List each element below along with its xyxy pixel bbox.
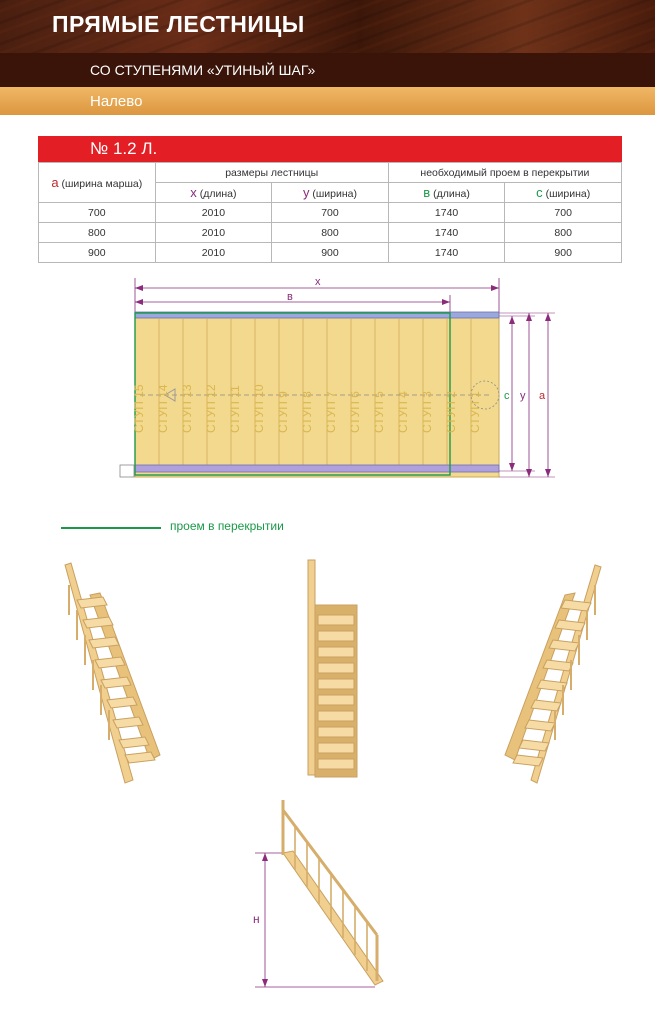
stair-view-right bbox=[495, 555, 610, 785]
header-a: a (ширина марша) bbox=[39, 163, 156, 203]
step-label: СТУП 5 bbox=[372, 391, 386, 433]
section-label: Налево bbox=[90, 93, 143, 110]
dim-b-label: в bbox=[287, 291, 293, 303]
dim-y-label: y bbox=[520, 390, 526, 402]
step-label: СТУП 11 bbox=[228, 385, 242, 433]
page-subtitle: СО СТУПЕНЯМИ «УТИНЫЙ ШАГ» bbox=[90, 62, 316, 78]
header-x: x (длина) bbox=[155, 183, 272, 203]
step-label: СТУП 9 bbox=[276, 391, 290, 433]
table-row: 900 2010 900 1740 900 bbox=[39, 243, 622, 263]
step-label: СТУП 6 bbox=[348, 391, 362, 433]
dim-a-label: a bbox=[539, 390, 546, 402]
step-label: СТУП 8 bbox=[300, 391, 314, 433]
table-row: 700 2010 700 1740 700 bbox=[39, 203, 622, 223]
step-label: СТУП 7 bbox=[324, 391, 338, 433]
dim-x-label: x bbox=[315, 276, 321, 288]
page-title: ПРЯМЫЕ ЛЕСТНИЦЫ bbox=[52, 11, 305, 37]
stair-side-view bbox=[245, 795, 395, 995]
legend-line bbox=[61, 527, 161, 529]
model-number: № 1.2 Л. bbox=[90, 139, 158, 158]
step-label: СТУП 13 bbox=[180, 384, 194, 433]
header-c: c (ширина) bbox=[505, 183, 622, 203]
stair-plan-drawing bbox=[115, 273, 560, 483]
section-band bbox=[0, 87, 655, 115]
dim-c-label: c bbox=[504, 390, 510, 402]
dim-h-label: н bbox=[253, 912, 260, 926]
legend-label: проем в перекрытии bbox=[170, 519, 284, 533]
step-label: СТУП 10 bbox=[252, 384, 266, 433]
stair-view-left bbox=[55, 555, 170, 785]
step-label: СТУП 1 bbox=[468, 391, 482, 433]
dimensions-table bbox=[38, 162, 622, 263]
table-title-bar bbox=[38, 136, 622, 162]
subtitle-bar bbox=[0, 53, 655, 87]
header-opening: необходимый проем в перекрытии bbox=[388, 163, 621, 183]
header-banner bbox=[0, 0, 655, 53]
step-label: СТУП 15 bbox=[132, 384, 146, 433]
step-label: СТУП 2 bbox=[444, 391, 458, 433]
header-b: в (длина) bbox=[388, 183, 505, 203]
stair-view-front bbox=[300, 555, 365, 785]
step-label: СТУП 12 bbox=[204, 384, 218, 433]
step-label: СТУП 4 bbox=[396, 391, 410, 433]
header-dimensions: размеры лестницы bbox=[155, 163, 388, 183]
table-row: 800 2010 800 1740 800 bbox=[39, 223, 622, 243]
step-label: СТУП 14 bbox=[156, 384, 170, 433]
step-label: СТУП 3 bbox=[420, 391, 434, 433]
header-y: y (ширина) bbox=[272, 183, 389, 203]
